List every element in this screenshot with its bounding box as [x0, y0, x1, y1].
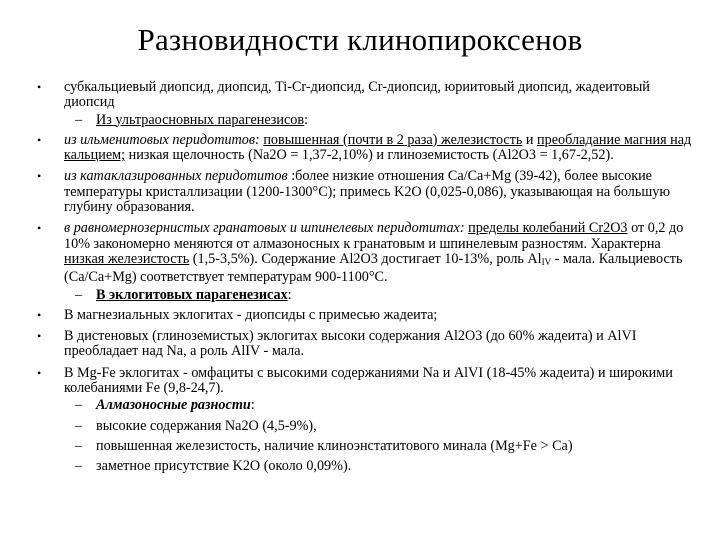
- dash-item-ferrous: [28, 439, 698, 454]
- dash-text: заметное присутствие K2O (около 0,09%).: [96, 458, 352, 475]
- underlined-phrase: повышенная (почти в 2 раза) железистость: [263, 131, 523, 148]
- bullet-text: и: [522, 131, 538, 148]
- slide-title: Разновидности клинопироксенов: [137, 22, 583, 57]
- underlined-phrase: низкая железистость: [64, 250, 190, 267]
- bullet-item-kyanite-eclogite: [28, 329, 698, 360]
- bullet-lead: из ильменитовых перидотитов:: [64, 131, 264, 148]
- bullet-text: В Mg-Fe эклогитах - омфациты с высокими содержаниями Na и AlVI (18-45% жадеита) и широкими колебаниями Fe (9,8-24,7).: [64, 364, 673, 397]
- subheading-colon: :: [287, 286, 292, 303]
- bullet-item-cataclastic: [28, 169, 698, 215]
- underlined-phrase: пределы колебаний Cr2O3: [468, 220, 628, 237]
- bullet-text: низкая щелочность (Na2O = 1,37-2,10%) и глиноземистость (Al2O3 = 1,67-2,52).: [125, 147, 614, 164]
- dash-item-na2o: [28, 419, 698, 434]
- dash-text: повышенная железистость, наличие клиноэнстатитового минала (Mg+Fe > Ca): [96, 437, 573, 454]
- bullet-text: от 0,2 до 10% закономерно меняются от алмазоносных к гранатовым и шпинелевым разностям. Характерна: [64, 220, 684, 252]
- bullet-text: :более низкие отношения Ca/Ca+Mg (39-42), более высокие температуры кристаллизации (1200-1300°C); примесь K2O (0,025-0,086), указывающая на большую глубину образования.: [64, 168, 670, 216]
- subscript-iv: IV: [541, 256, 552, 267]
- bullet-list: [28, 80, 698, 480]
- dash-text: высокие содержания Na2O (4,5-9%),: [96, 417, 317, 434]
- dash-item-eclogite: [28, 288, 698, 303]
- subheading-colon: :: [304, 111, 309, 128]
- subheading: Из ультраосновных парагенезисов: [96, 111, 305, 128]
- dash-item-ultramafic: [28, 113, 698, 128]
- underlined-phrase: преобладание магния над кальцием;: [64, 131, 692, 164]
- subheading: В эклогитовых парагенезисах: [96, 286, 288, 303]
- bullet-item-granular: [28, 221, 698, 285]
- bullet-text: (1,5-3,5%). Содержание Al2O3 достигает 10-13%, роль Al: [189, 250, 542, 267]
- dash-item-diamond: [28, 398, 698, 413]
- bullet-item-ilmenite: [28, 133, 698, 164]
- bullet-item-mgfe-eclogite: [28, 366, 698, 397]
- dash-item-k2o: [28, 459, 698, 474]
- subheading-colon: :: [250, 397, 255, 414]
- bullet-item-varieties: [28, 80, 698, 111]
- bullet-item-mg-eclogite: [28, 308, 698, 323]
- bullet-text: В дистеновых (глиноземистых) эклогитах высоки содержания Al2O3 (до 60% жадеита) и AlVI преобладает над Na, а роль AlIV - мала.: [64, 328, 637, 360]
- bullet-text: В магнезиальных эклогитах - диопсиды с примесью жадеита;: [64, 306, 438, 323]
- bullet-lead: в равномернозернистых гранатовых и шпинелевых перидотитах:: [64, 220, 469, 237]
- bullet-lead: из катаклазированных перидотитов: [64, 168, 292, 185]
- bullet-text: - мала. Кальциевость (Ca/Ca+Mg) соответствует температурам 900-1100°C.: [64, 250, 683, 286]
- bullet-text: субкальциевый диопсид, диопсид, Ti-Cr-диопсид, Cr-диопсид, юриитовый диопсид, жадеитовый диопсид: [64, 79, 650, 111]
- subheading: Алмазоносные разности: [96, 397, 251, 414]
